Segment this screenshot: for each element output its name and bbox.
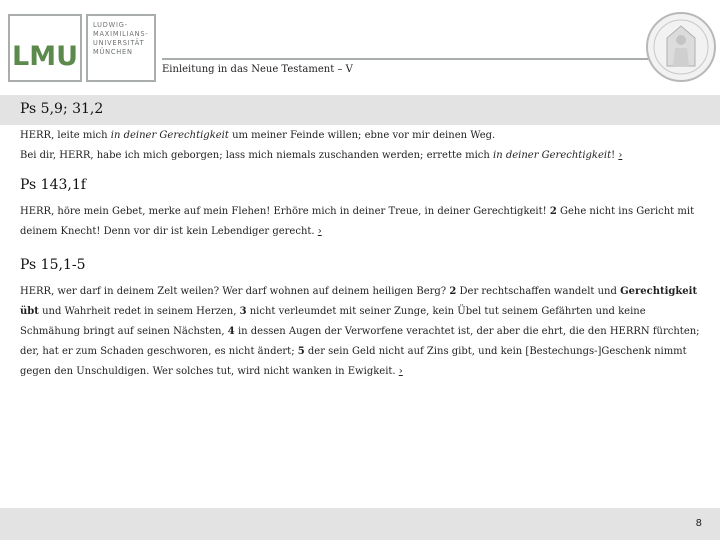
verse-number: 3 xyxy=(239,306,247,317)
verse-text: ! xyxy=(611,150,619,161)
verse-text: der sein Geld nicht auf Zins gibt, und kein [Bestechungs-]Geschenk nimmt gegen den Unschuldigen. Wer solches tut, wird nicht wanken in Ewigkeit. xyxy=(20,346,687,377)
verse-number: 2 xyxy=(549,206,557,217)
lmu-logo-text: LMU xyxy=(12,41,78,72)
slide-title: Einleitung in das Neue Testament – V xyxy=(162,58,682,82)
logo-line: MAXIMILIANS- xyxy=(93,30,149,38)
slide-header xyxy=(0,0,720,95)
verse-paragraph xyxy=(20,282,700,382)
verse-text: Bei dir, HERR, habe ich mich geborgen; lass mich niemals zuschanden werden; errette mich xyxy=(20,150,493,161)
verse-text: Gehe nicht ins Gericht mit deinem Knecht! Denn vor dir ist kein Lebendiger gerecht. xyxy=(20,206,695,237)
source-link[interactable]: › xyxy=(398,366,403,377)
verse-text: und Wahrheit redet in seinem Herzen, xyxy=(38,306,240,317)
verse-paragraph xyxy=(20,126,700,146)
verse-text: Der rechtschaffen wandelt und xyxy=(456,286,621,297)
source-link[interactable]: › xyxy=(618,150,623,161)
slide-footer xyxy=(0,508,720,540)
university-name-logo xyxy=(86,14,156,82)
verse-text: in dessen Augen der Verworfene verachtet ist, der aber die ehrt, die den HERRN fürchten; der, hat er zum Schaden geschworen, es nicht ändert; xyxy=(20,326,700,357)
verse-paragraph xyxy=(20,202,700,242)
verse-emphasis: in deiner Gerechtigkeit xyxy=(493,150,612,161)
logo-line: LUDWIG- xyxy=(93,21,128,29)
lmu-logo xyxy=(8,14,82,82)
verse-emphasis: Gerechtigkeit übt xyxy=(20,286,698,317)
reference-heading: Ps 5,9; 31,2 xyxy=(20,101,104,117)
verse-number: 4 xyxy=(227,326,235,337)
verse-number: 5 xyxy=(297,346,305,357)
reference-heading: Ps 143,1f xyxy=(20,177,86,193)
verse-text: HERR, wer darf in deinem Zelt weilen? Wer darf wohnen auf deinem heiligen Berg? xyxy=(20,286,450,297)
university-seal-icon xyxy=(645,6,717,88)
logo-line: MÜNCHEN xyxy=(93,48,133,56)
verse-paragraph xyxy=(20,146,700,166)
page-number: 8 xyxy=(695,518,702,529)
reference-heading: Ps 15,1-5 xyxy=(20,257,86,273)
verse-text: um meiner Feinde willen; ebne vor mir deinen Weg. xyxy=(228,130,496,141)
source-link[interactable]: › xyxy=(317,226,322,237)
verse-text: HERR, leite mich xyxy=(20,130,111,141)
verse-emphasis: in deiner Gerechtigkeit xyxy=(110,130,229,141)
verse-text: HERR, höre mein Gebet, merke auf mein Flehen! Erhöre mich in deiner Treue, in deiner Gerechtigkeit! xyxy=(20,206,550,217)
verse-text: nicht verleumdet mit seiner Zunge, kein Übel tut seinem Gefährten und keine Schmähung bringt auf seinen Nächsten, xyxy=(20,306,646,337)
slide-content xyxy=(20,98,700,382)
verse-number: 2 xyxy=(449,286,457,297)
logo-line: UNIVERSITÄT xyxy=(93,39,145,47)
